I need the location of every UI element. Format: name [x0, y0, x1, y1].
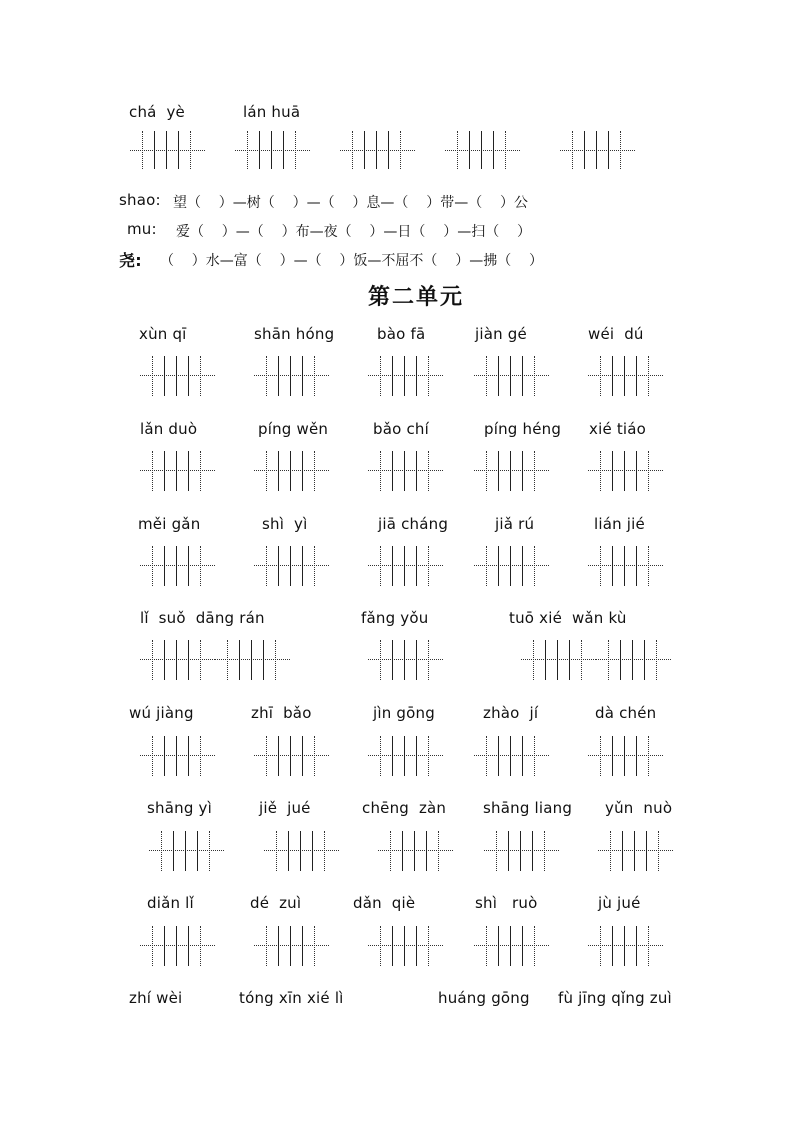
pinyin: jiǎ rú — [495, 515, 535, 533]
writing-grid — [340, 131, 415, 169]
pinyin: lián jié — [594, 515, 645, 533]
pinyin: lǐ suǒ dāng rán — [140, 609, 265, 627]
pinyin: xùn qī — [139, 325, 187, 343]
writing-grid — [215, 640, 290, 680]
writing-grid — [445, 131, 520, 169]
pinyin: měi gǎn — [138, 515, 201, 533]
writing-grid — [368, 926, 443, 966]
pinyin: wú jiàng — [129, 704, 194, 722]
writing-grid — [560, 131, 635, 169]
pinyin-bottom-3: huáng gōng — [438, 989, 530, 1007]
writing-grid — [254, 736, 329, 776]
fill-label-yao: 尧: — [119, 251, 142, 270]
writing-grid — [130, 131, 205, 169]
pinyin: jiě jué — [259, 799, 311, 817]
writing-grid — [254, 356, 329, 396]
pinyin: shāng yì — [147, 799, 212, 817]
fill-text-shao: 望（ ）—树（ ）—（ ）息—（ ）带—（ ）公 — [173, 195, 529, 211]
writing-grid — [368, 356, 443, 396]
pinyin: yǔn nuò — [605, 799, 673, 817]
writing-grid — [264, 831, 339, 871]
fill-text-yao: （ ）水—富（ ）—（ ）饭—不屈不（ ）—拂（ ） — [160, 253, 544, 269]
writing-grid — [140, 926, 215, 966]
writing-grid — [474, 356, 549, 396]
writing-grid — [474, 926, 549, 966]
fill-text-mu: 爱（ ）—（ ）布—夜（ ）—日（ ）—扫（ ） — [176, 224, 532, 240]
pinyin: xié tiáo — [589, 420, 647, 438]
pinyin-top-2: lán huā — [243, 103, 301, 121]
pinyin: wéi dú — [588, 325, 644, 343]
writing-grid — [588, 356, 663, 396]
writing-grid — [235, 131, 310, 169]
writing-grid — [521, 640, 596, 680]
pinyin-bottom-2: tóng xīn xié lì — [239, 989, 344, 1007]
writing-grid — [378, 831, 453, 871]
writing-grid — [254, 451, 329, 491]
fill-label-shao: shao: — [119, 191, 161, 209]
pinyin: diǎn lǐ — [147, 894, 194, 912]
writing-grid — [368, 736, 443, 776]
writing-grid — [368, 451, 443, 491]
writing-grid — [368, 546, 443, 586]
pinyin: jìn gōng — [373, 704, 435, 722]
writing-grid — [598, 831, 673, 871]
pinyin: zhào jí — [483, 704, 539, 722]
pinyin: fǎng yǒu — [361, 609, 429, 627]
pinyin: dà chén — [595, 704, 657, 722]
pinyin: jiā cháng — [378, 515, 449, 533]
writing-grid — [140, 736, 215, 776]
pinyin: zhī bǎo — [251, 704, 312, 722]
unit-title: 第二单元 — [368, 285, 465, 310]
writing-grid — [588, 546, 663, 586]
pinyin: píng wěn — [258, 420, 329, 438]
writing-grid — [140, 546, 215, 586]
pinyin: jiàn gé — [475, 325, 527, 343]
writing-grid — [474, 451, 549, 491]
pinyin: dǎn qiè — [353, 894, 416, 912]
pinyin: chēng zàn — [362, 799, 447, 817]
pinyin-bottom-4: fù jīng qǐng zuì — [558, 989, 672, 1007]
writing-grid — [254, 546, 329, 586]
writing-grid — [368, 640, 443, 680]
pinyin: lǎn duò — [140, 420, 198, 438]
pinyin: shì yì — [262, 515, 308, 533]
writing-grid — [588, 451, 663, 491]
pinyin-top-1: chá yè — [129, 103, 185, 121]
writing-grid — [588, 736, 663, 776]
writing-grid — [588, 926, 663, 966]
writing-grid — [484, 831, 559, 871]
writing-grid — [140, 356, 215, 396]
pinyin: tuō xié wǎn kù — [509, 609, 627, 627]
writing-grid — [474, 736, 549, 776]
pinyin: píng héng — [484, 420, 562, 438]
writing-grid — [140, 640, 215, 680]
pinyin: shān hóng — [254, 325, 335, 343]
pinyin: bǎo chí — [373, 420, 429, 438]
pinyin: dé zuì — [250, 894, 302, 912]
writing-grid — [474, 546, 549, 586]
fill-label-mu: mu: — [127, 220, 157, 238]
writing-grid — [596, 640, 671, 680]
pinyin: jù jué — [598, 894, 641, 912]
pinyin: bào fā — [377, 325, 426, 343]
writing-grid — [140, 451, 215, 491]
writing-grid — [149, 831, 224, 871]
pinyin-bottom-1: zhí wèi — [129, 989, 183, 1007]
pinyin: shāng liang — [483, 799, 573, 817]
pinyin: shì ruò — [475, 894, 538, 912]
writing-grid — [254, 926, 329, 966]
